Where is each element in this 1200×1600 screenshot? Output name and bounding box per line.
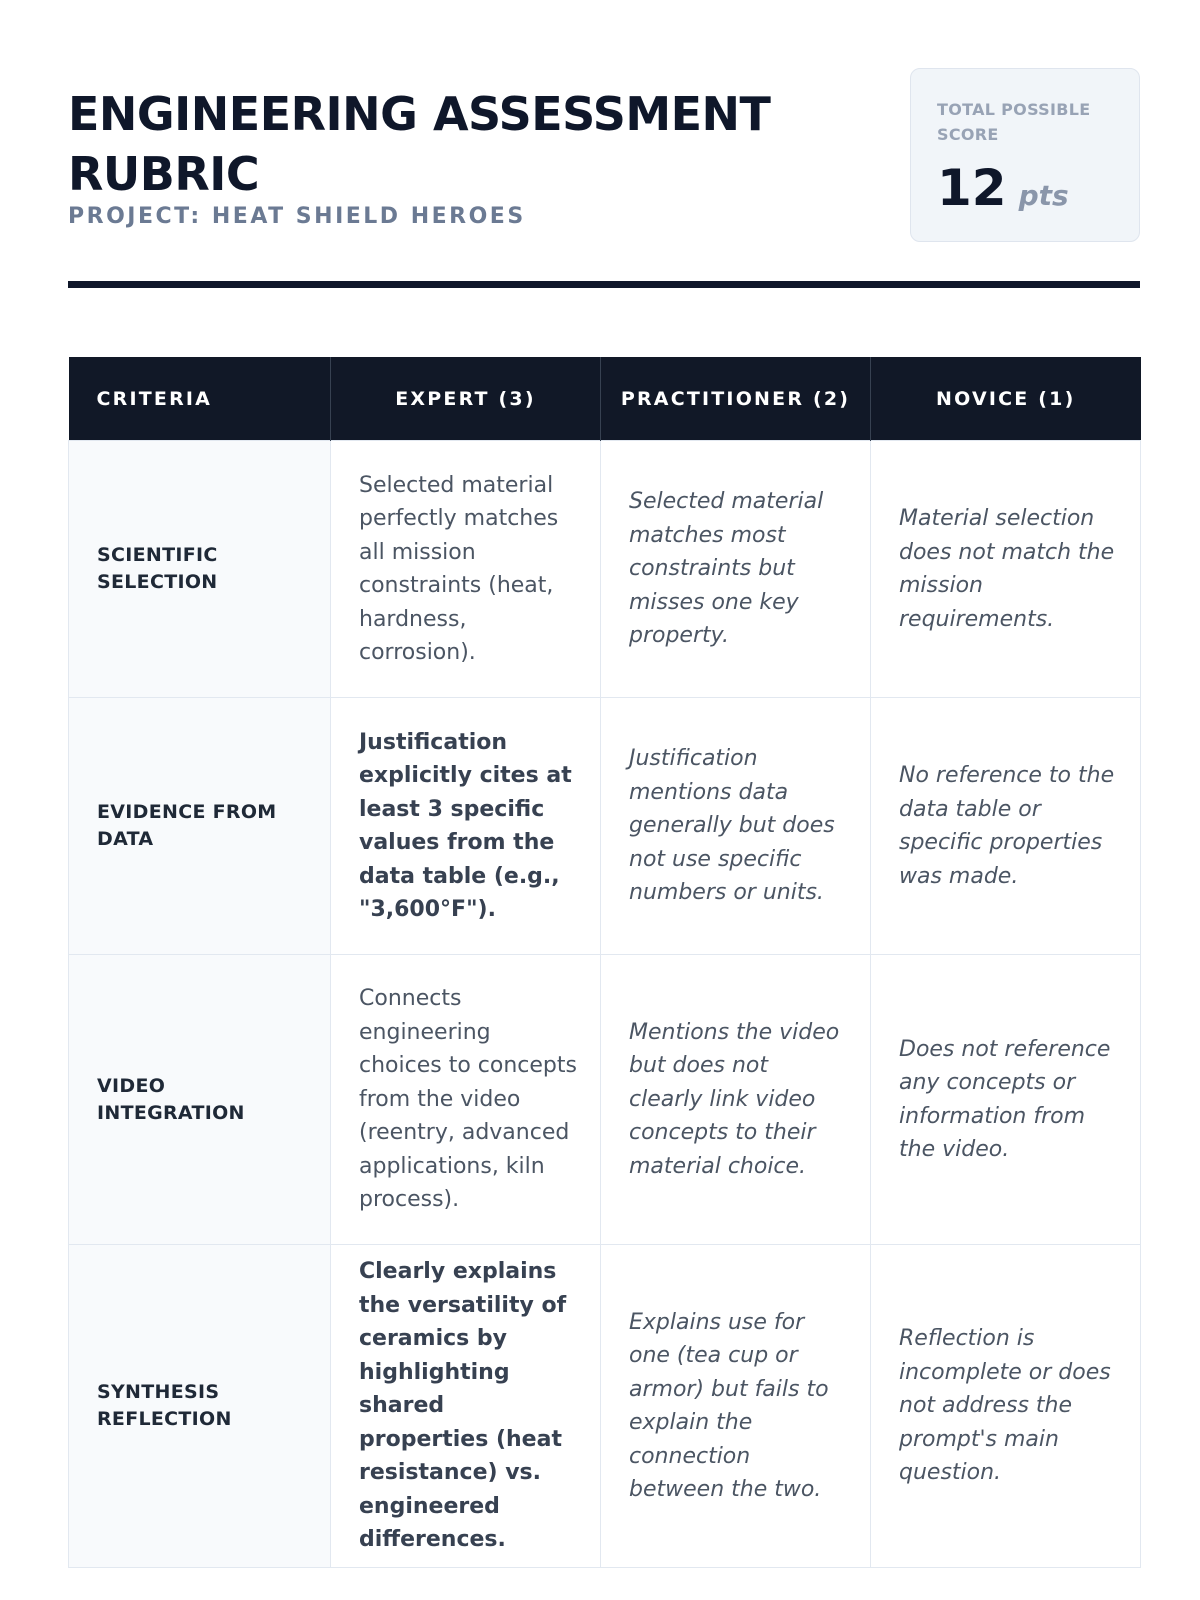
table-row [69,698,1141,955]
rubric-header [68,0,1140,290]
project-subtitle: PROJECT: HEAT SHIELD HEROES [68,204,526,229]
column-header-practitioner: PRACTITIONER (2) [601,357,871,441]
practitioner-cell: Justification mentions data generally but does not use specific numbers or units. [601,698,871,955]
criteria-cell: SYNTHESIS REFLECTION [69,1245,331,1568]
page-title: ENGINEERING ASSESSMENT RUBRIC [68,87,771,201]
criteria-cell: VIDEO INTEGRATION [69,955,331,1245]
table-row [69,1245,1141,1568]
table-row [69,955,1141,1245]
practitioner-cell: Mentions the video but does not clearly link video concepts to their material choice. [601,955,871,1245]
rubric-page [68,0,1140,1553]
score-unit: pts [1018,179,1069,212]
header-divider [68,281,1140,288]
novice-cell: Does not reference any concepts or information from the video. [871,955,1141,1245]
novice-cell: Material selection does not match the mission requirements. [871,441,1141,698]
column-header-novice: NOVICE (1) [871,357,1141,441]
expert-cell: Connects engineering choices to concepts from the video (reentry, advanced applications, kiln process). [331,955,601,1245]
rubric-table [68,357,1141,1568]
score-value [937,159,1069,217]
score-number: 12 [937,159,1007,217]
novice-cell: No reference to the data table or specific properties was made. [871,698,1141,955]
expert-cell: Clearly explains the versatility of ceramics by highlighting shared properties (heat resistance) vs. engineered differences. [331,1245,601,1568]
novice-cell: Reflection is incomplete or does not address the prompt's main question. [871,1245,1141,1568]
score-label: TOTAL POSSIBLE SCORE [937,100,1091,144]
total-score-card [910,68,1140,242]
practitioner-cell: Selected material matches most constraints but misses one key property. [601,441,871,698]
column-header-expert: EXPERT (3) [331,357,601,441]
criteria-cell: SCIENTIFIC SELECTION [69,441,331,698]
expert-cell: Justification explicitly cites at least 3 specific values from the data table (e.g., "3,600°F"). [331,698,601,955]
table-header-row [69,357,1141,441]
expert-cell: Selected material perfectly matches all mission constraints (heat, hardness, corrosion). [331,441,601,698]
table-row [69,441,1141,698]
practitioner-cell: Explains use for one (tea cup or armor) but fails to explain the connection between the two. [601,1245,871,1568]
column-header-criteria: CRITERIA [69,357,331,441]
criteria-cell: EVIDENCE FROM DATA [69,698,331,955]
